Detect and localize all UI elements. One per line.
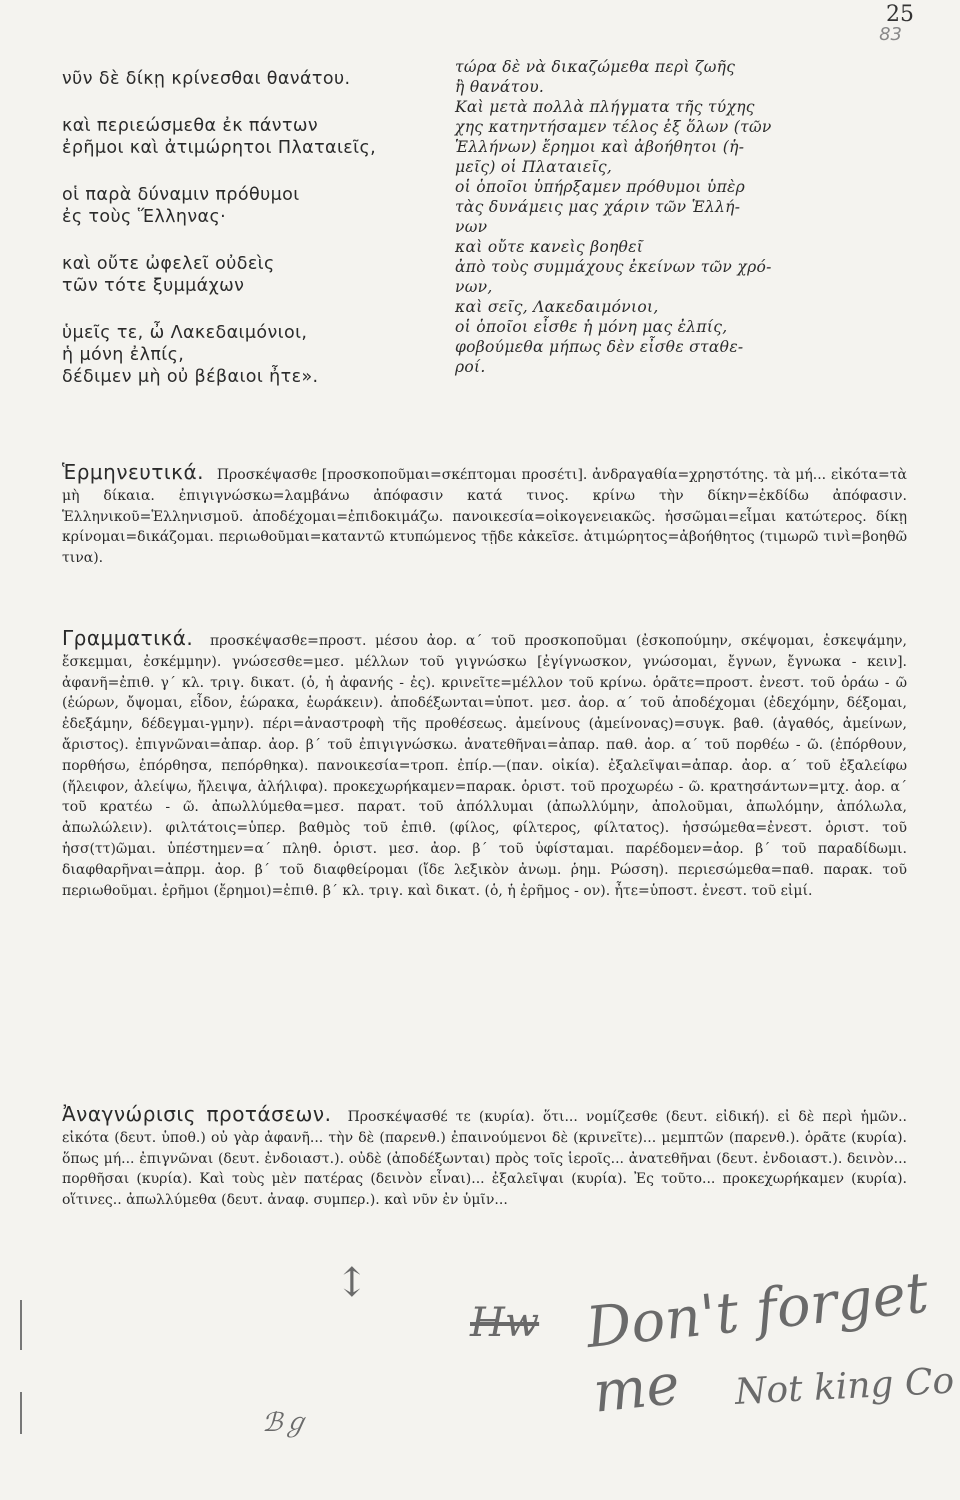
translation-line: τὰς δυνάμεις μας χάριν τῶν Ἑλλή-: [455, 198, 741, 216]
handwritten-note-line-2: Not king Co: [733, 1360, 956, 1413]
handwritten-page-number: 83: [879, 24, 902, 45]
hermeneutika-section: [62, 462, 907, 569]
margin-mark: [20, 1300, 22, 1350]
original-line: νῦν δὲ δίκῃ κρίνεσθαι θανάτου.: [62, 69, 351, 89]
translation-line: Ἑλλήνων) ἔρημοι καὶ ἀβοήθητοι (ἡ-: [455, 138, 745, 156]
handwritten-note-line-1: Don't forget me: [583, 1260, 932, 1426]
anagnorisis-heading: Ἀναγνώρισις προτάσεων.: [62, 1102, 332, 1126]
anagnorisis-section: [62, 1104, 907, 1211]
translation-line: νων: [455, 218, 488, 236]
anagnorisis-text: Προσκέψασθέ τε (κυρία). ὅτι... νομίζεσθε (δευτ. εἰδική). εἰ δὲ περὶ ἡμῶν.. εἰκότα (δευτ. ὑποθ.) οὐ γὰρ ἀφανῆ... τὴν δὲ (παρενθ.) ἐπαινούμενοι δὲ (κρινεῖτε)... μεμπτῶν (παρενθ.). ὁρᾶτε (κυρία). ὅπως μή... ἐπιγνῶναι (δευτ. ἐνδοιαστ.). οὐδὲ (ἀποδέξωνται) πρὸς τοῖς ἱεροῖς... ἀνατεθῆναι (δευτ. ἐνδοιαστ.). δεινὸν... πορθῆσαι (κυρία). Καὶ τοὺς μὲν πατέρας (δεινὸν εἶναι)... ἐξαλεῖψαι (κυρία). Ἐς τοῦτο... προκεχωρήκαμεν (κυρία). οἵτινες.. ἀπωλλύμεθα (δευτ. ἀναφ. συμπερ.). καὶ νῦν ἐν ὑμῖν...: [62, 1109, 907, 1209]
original-line: ἐς τοὺς Ἕλληνας·: [62, 207, 227, 227]
hermeneutika-text: Προσκέψασθε [προσκοποῦμαι=σκέπτομαι προσέτι]. ἀνδραγαθία=χρηστότης. τὰ μή... εἰκότα=τὰ μὴ δίκαια. ἐπιγιγνώσκω=λαμβάνω ἀπόφασιν κατά τινος. κρίνω τὴν δίκην=ἐκδίδω ἀπόφασιν. Ἑλληνικοῦ=Ἑλληνισμοῦ. ἀποδέχομαι=ἐπιδοκιμάζω. πανοικεσία=οἰκογενειακῶς. ἡσσῶμαι=εἶμαι κατώτερος. δίκῃ κρίνομαι=δικάζομαι. περιωθοῦμαι=καταντῶ κτυπώμενος τῇδε κἀκεῖσε. ἀτιμώρητος=ἀβοήθητος (τιμωρῶ τινὶ=βοηθῶ τινα).: [62, 467, 907, 567]
handwritten-arrow: ↕: [335, 1260, 369, 1306]
original-line: τῶν τότε ξυμμάχων: [62, 276, 245, 296]
translation-line: καὶ οὔτε κανεὶς βοηθεῖ: [455, 238, 644, 256]
translation-line: οἱ ὁποῖοι εἶσθε ἡ μόνη μας ἐλπίς,: [455, 318, 728, 336]
translation-line: ροί.: [455, 358, 486, 376]
grammatika-text: προσκέψασθε=προστ. μέσου ἀορ. α΄ τοῦ προσκοποῦμαι (ἐσκοπούμην, σκέψομαι, ἐσκεψάμην, ἔσκεμμαι, ἐσκέμμην). γνώσεσθε=μεσ. μέλλων τοῦ γιγνώσκω [ἐγίγνωσκον, γνώσομαι, ἔγνων, ἔγνωκα - κειν]. ἀφανῆ=ἐπιθ. γ΄ κλ. τριγ. δικατ. (ὁ, ἡ ἀφανής - ἐς). κρινεῖτε=μέλλον τοῦ κρίνω. ὁρᾶτε=προστ. ἐνεστ. τοῦ ὁράω - ῶ (ἑώρων, ὄψομαι, εἶδον, ἑώρακα, ἑωράκειν). ἀποδέξωνται=ὑποτ. μεσ. ἀορ. α΄ τοῦ ἀποδέχομαι (ἐδεχόμην, δέξομαι, ἐδεξάμην, δέδεγμαι-γμην). πέρι=ἀναστροφὴ τῆς προθέσεως. ἀμείνους (ἀμείνονας)=συγκ. βαθ. (ἀγαθός, ἀμείνων, ἄριστος). ἐπιγνῶναι=ἀπαρ. ἀορ. β΄ τοῦ ἐπιγιγνώσκω. ἀνατεθῆναι=ἀπαρ. παθ. ἀορ. α΄ τοῦ πορθέω - ῶ. (ἐπόρθουν, πορθήσω, ἐπόρθησα, πεπόρθηκα). πανοικεσία=τροπ. ἐπίρ.—(παν. οἰκία). ἐξαλεῖψαι=ἀπαρ. ἀορ. α΄ τοῦ ἐξαλείφω (ἤλειφον, ἀλείψω, ἤλειψα, ἀλήλιφα). προκεχωρήκαμεν=παρακ. ὁριστ. τοῦ προχωρέω - ῶ. κρατησάντων=μτχ. ἀορ. α΄ τοῦ κρατέω - ῶ. ἀπωλλύμεθα=μεσ. παρατ. τοῦ ἀπόλλυμαι (ἀπωλλύμην, ἀπολοῦμαι, ἀπωλόμην, ἀπόλωλα, ἀπωλώλειν). φιλτάτοις=ὑπερ. βαθμὸς τοῦ ἐπιθ. (φίλος, φίλτερος, φίλτατος). ἡσσώμεθα=ἐνεστ. ὁριστ. τοῦ ἡσσ(ττ)ῶμαι. ὑπέστημεν=α΄ πληθ. ὁριστ. μεσ. ἀορ. β΄ τοῦ ὑφίσταμαι. παρέδομεν=ἀορ. β΄ τοῦ παραδίδωμι. διαφθαρῆναι=ἀπρμ. ἀορ. β΄ τοῦ διαφθείρομαι (ἴδε λεξικὸν ἀνωμ. ῥημ. Ρώσση). περιεσώμεθα=παθ. παρακ. τοῦ περιωθοῦμαι. ἐρῆμοι (ἔρημοι)=ἐπιθ. β΄ κλ. τριγ. καὶ δικατ. (ὁ, ἡ ἐρῆμος - ον). ἦτε=ὑποστ. ἐνεστ. τοῦ εἰμί.: [62, 633, 908, 899]
hermeneutika-heading: Ἑρμηνευτικά.: [62, 460, 205, 484]
translation-line: νων,: [455, 278, 493, 296]
original-line: ὑμεῖς τε, ὦ Λακεδαιμόνιοι,: [62, 323, 308, 343]
translation-line: μεῖς) οἱ Πλαταιεῖς,: [455, 158, 613, 176]
original-text-column: [62, 68, 422, 413]
original-line: καὶ περιεώσμεθα ἐκ πάντων: [62, 116, 319, 136]
translation-column: [455, 57, 900, 377]
original-stanza: [62, 115, 422, 159]
grammatika-heading: Γραμματικά.: [62, 626, 194, 650]
original-stanza: [62, 68, 422, 90]
translation-line: χης κατηντήσαμεν τέλος ἐξ ὅλων (τῶν: [455, 118, 772, 136]
grammatika-section: [62, 628, 907, 901]
translation-line: ἢ θανάτου.: [455, 78, 545, 96]
original-stanza: [62, 253, 422, 297]
translation-line: οἱ ὁποῖοι ὑπήρξαμεν πρόθυμοι ὑπὲρ: [455, 178, 746, 196]
original-stanza: [62, 184, 422, 228]
margin-mark: [20, 1392, 22, 1434]
handwritten-crossed-out: Hw: [470, 1300, 540, 1346]
original-line: ἡ μόνη ἐλπίς,: [62, 345, 185, 365]
translation-line: Καὶ μετὰ πολλὰ πλήγματα τῆς τύχης: [455, 98, 755, 116]
original-line: καὶ οὔτε ὠφελεῖ οὐδεὶς: [62, 254, 275, 274]
original-line: οἱ παρὰ δύναμιν πρόθυμοι: [62, 185, 300, 205]
original-stanza: [62, 322, 422, 388]
page-number: 25: [886, 2, 914, 27]
original-line: ἐρῆμοι καὶ ἀτιμώρητοι Πλαταιεῖς,: [62, 138, 377, 158]
handwritten-scribble: ℬℊ: [262, 1408, 309, 1438]
translation-line: ἀπὸ τοὺς συμμάχους ἐκείνων τῶν χρό-: [455, 258, 772, 276]
original-line: δέδιμεν μὴ οὐ βέβαιοι ἦτε».: [62, 367, 319, 387]
translation-line: τώρα δὲ νὰ δικαζώμεθα περὶ ζωῆς: [455, 58, 736, 76]
translation-line: καὶ σεῖς, Λακεδαιμόνιοι,: [455, 298, 659, 316]
translation-line: φοβούμεθα μήπως δὲν εἶσθε σταθε-: [455, 338, 744, 356]
